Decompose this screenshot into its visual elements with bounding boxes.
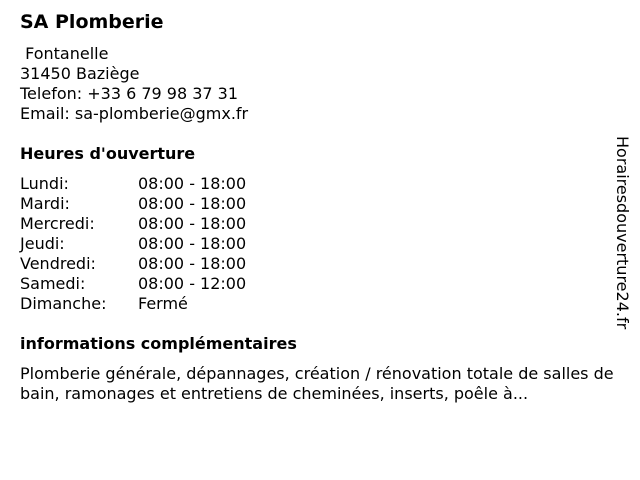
day-label: Mardi: [20,194,70,213]
time-value: 08:00 - 18:00 [138,214,247,233]
day-label: Samedi: [20,274,86,293]
hours-row [20,254,246,274]
day-label: Lundi: [20,174,69,193]
city-line: 31450 Baziège [20,64,140,83]
hours-table [20,174,246,314]
email-line: Email: sa-plomberie@gmx.fr [20,104,249,123]
info-heading: informations complémentaires [20,334,297,353]
day-label: Dimanche: [20,294,107,313]
day-label: Vendredi: [20,254,96,273]
day-label: Mercredi: [20,214,95,233]
hours-row [20,214,246,234]
time-value: 08:00 - 18:00 [138,174,247,193]
hours-row [20,194,246,214]
hours-row [20,234,246,254]
time-value: 08:00 - 18:00 [138,234,247,253]
time-value: Fermé [138,294,188,313]
hours-row [20,174,246,194]
day-label: Jeudi: [20,234,65,253]
hours-row [20,294,246,314]
phone-line: Telefon: +33 6 79 98 37 31 [20,84,239,103]
info-description: Plomberie générale, dépannages, création / rénovation totale de salles de bain, ramonages et entretiens de cheminées, inserts, poêle à... [20,364,614,403]
time-value: 08:00 - 18:00 [138,194,247,213]
time-value: 08:00 - 12:00 [138,274,247,293]
hours-row [20,274,246,294]
street-line: Fontanelle [20,44,109,63]
address-block [20,44,248,124]
business-name: SA Plomberie [20,11,164,33]
hours-heading: Heures d'ouverture [20,144,196,163]
time-value: 08:00 - 18:00 [138,254,247,273]
site-watermark: Horairesdouverture24.fr [613,136,632,330]
